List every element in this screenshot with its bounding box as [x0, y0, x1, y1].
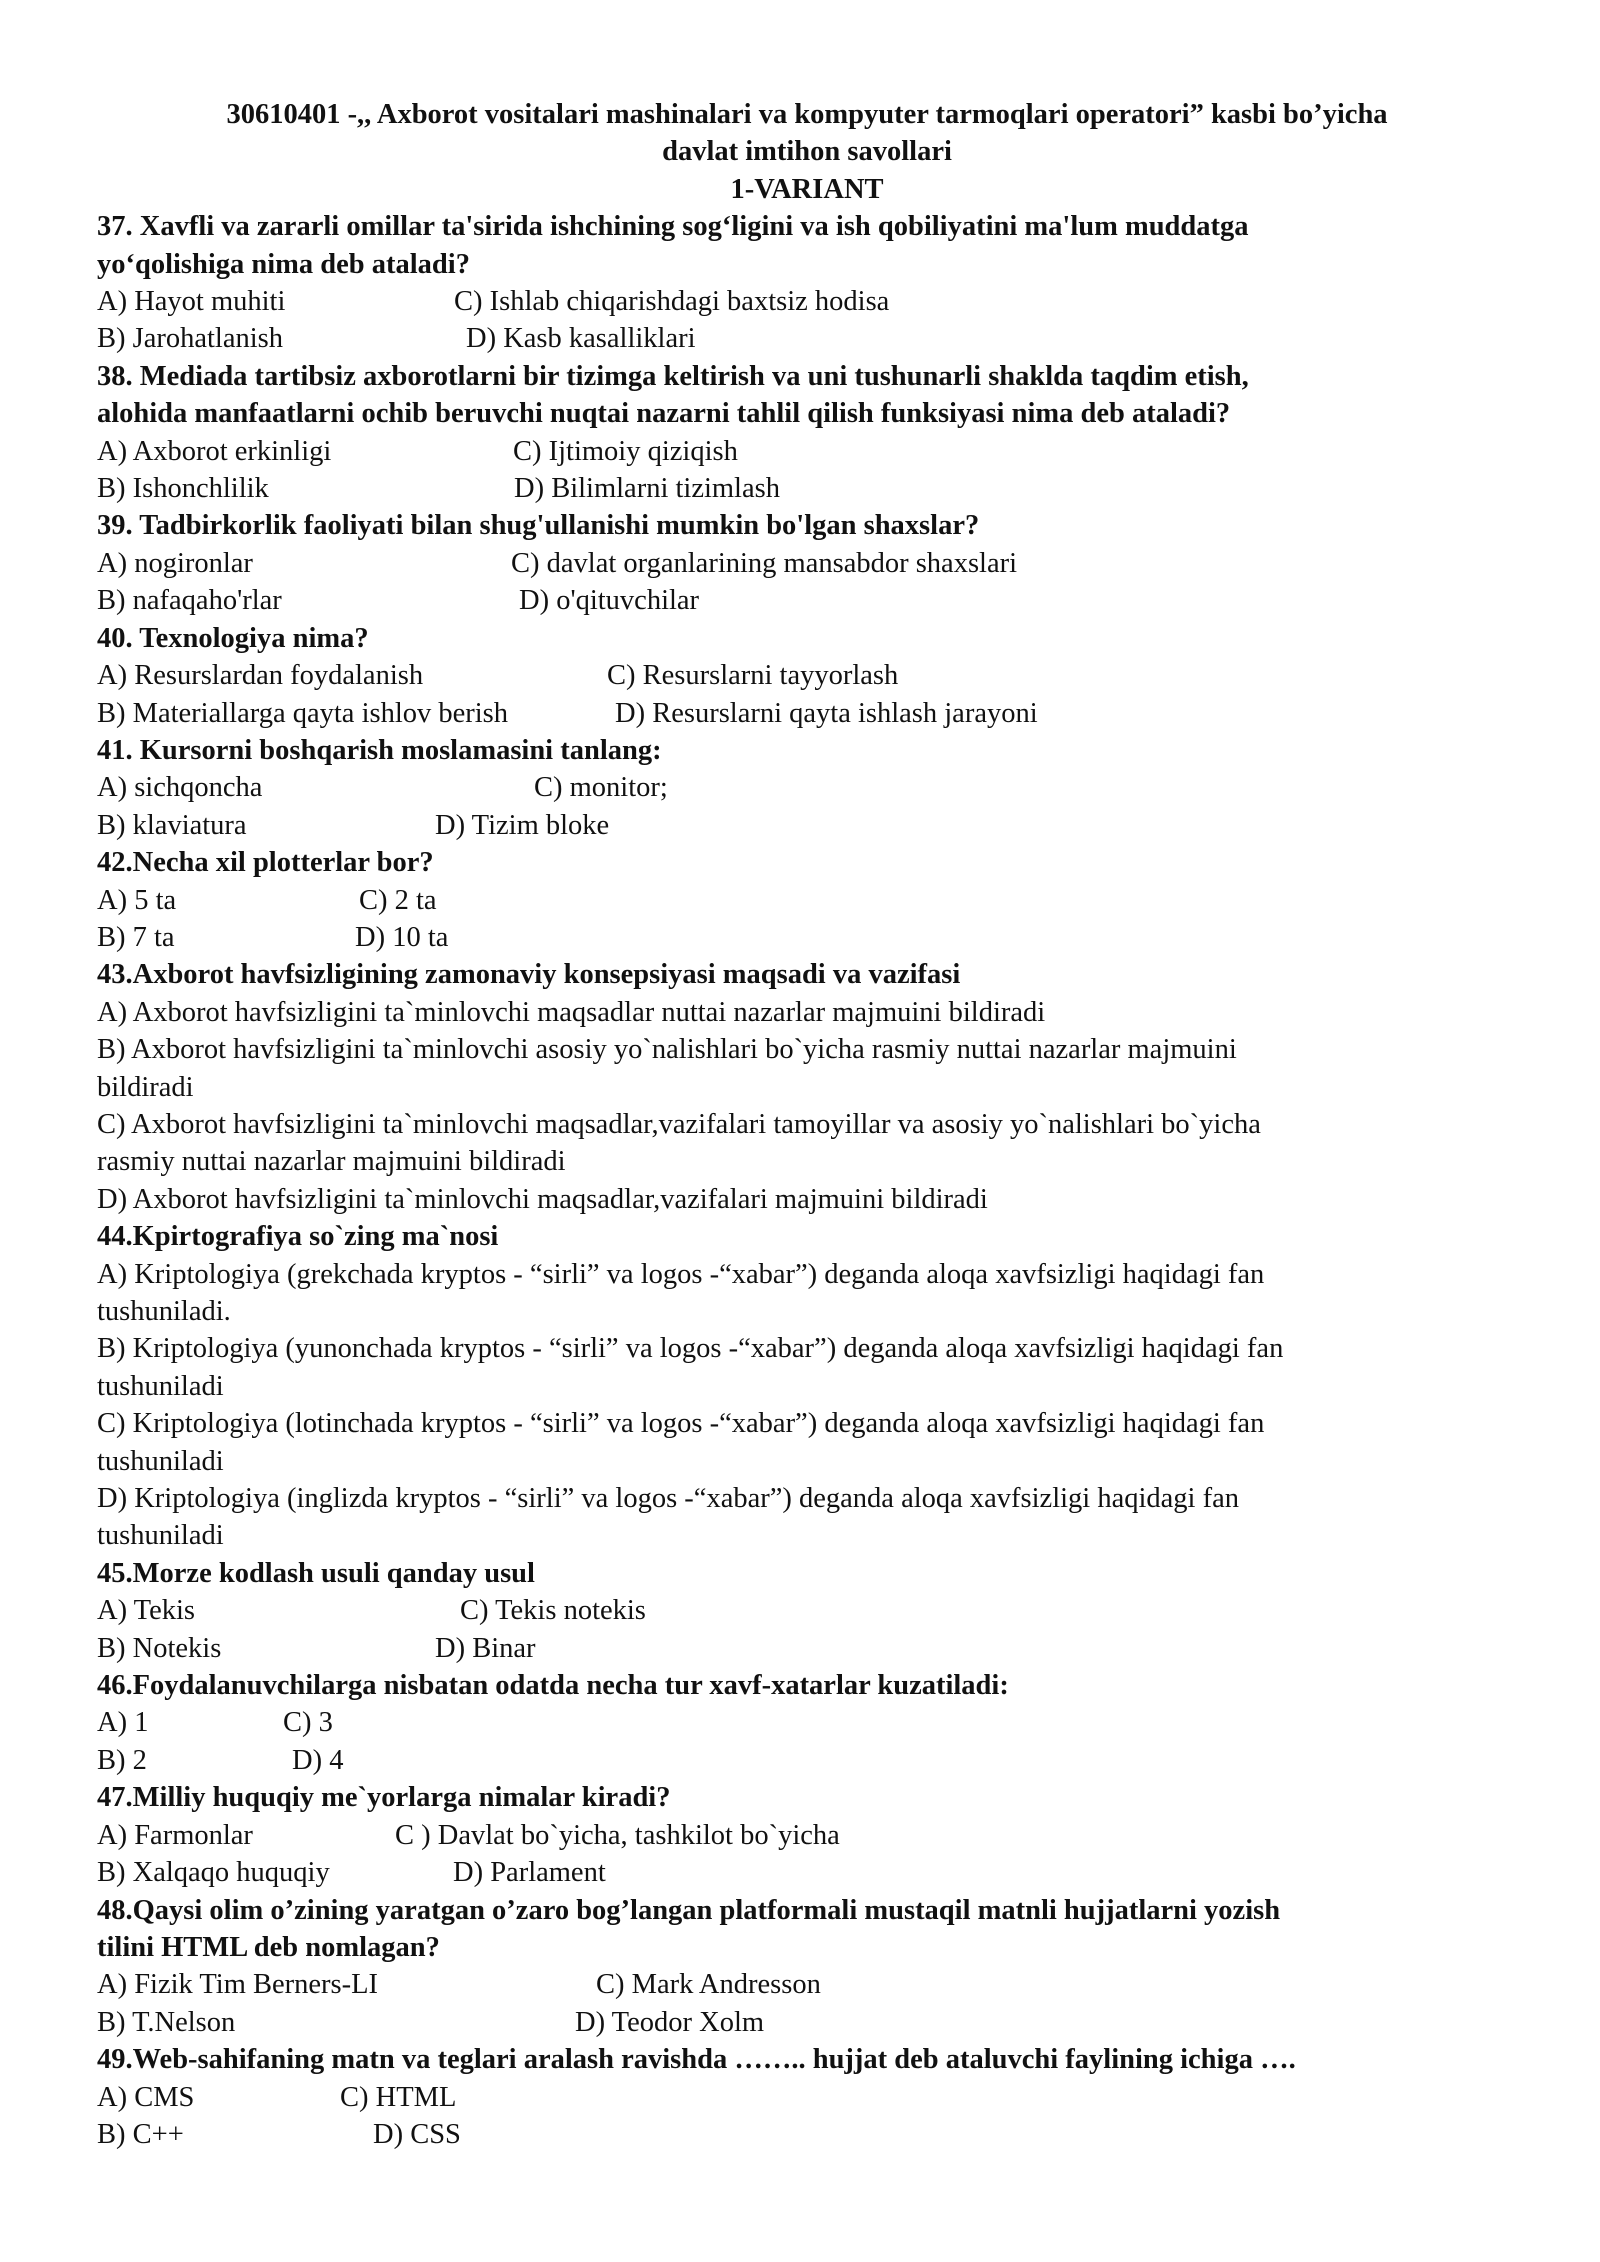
- question-41: [97, 732, 1517, 844]
- question-text: 46.Foydalanuvchilarga nisbatan odatda necha tur xavf-xatarlar kuzatiladi:: [97, 1670, 1009, 1702]
- option-b: B) Xalqaqo huquqiy: [97, 1857, 330, 1889]
- option-c: C) davlat organlarining mansabdor shaxslari: [511, 547, 1018, 579]
- option-d: D) Parlament: [453, 1857, 606, 1889]
- option-a: A) Axborot havfsizligini ta`minlovchi maqsadlar nuttai nazarlar majmuini bildiradi: [97, 996, 1046, 1028]
- option-d: D) Teodor Xolm: [575, 2006, 765, 2038]
- question-38: [97, 358, 1517, 508]
- option-c: C) Axborot havfsizligini ta`minlovchi maqsadlar,vazifalari tamoyillar va asosiy yo`nalishlari bo`yicha: [97, 1108, 1261, 1140]
- option-a: A) sichqoncha: [97, 772, 263, 804]
- option-b: B) C++: [97, 2118, 184, 2150]
- option-c: C) Ijtimoiy qiziqish: [513, 435, 738, 467]
- question-text: yo‘qolishiga nima deb ataladi?: [97, 248, 470, 280]
- question-44: [97, 1218, 1517, 1555]
- question-text: 45.Morze kodlash usuli qanday usul: [97, 1557, 535, 1589]
- option-c: C ) Davlat bo`yicha, tashkilot bo`yicha: [395, 1819, 840, 1851]
- option-c: C) Tekis notekis: [460, 1595, 646, 1627]
- option-a: A) Farmonlar: [97, 1819, 253, 1851]
- option-a: A) Fizik Tim Berners-LI: [97, 1969, 379, 2001]
- option-d-continued: tushuniladi: [97, 1520, 224, 1552]
- option-a: A) nogironlar: [97, 547, 253, 579]
- question-text: 47.Milliy huquqiy me`yorlarga nimalar kiradi?: [97, 1782, 671, 1814]
- question-text: tilini HTML deb nomlagan?: [97, 1931, 440, 1963]
- question-text: 41. Kursorni boshqarish moslamasini tanlang:: [97, 734, 662, 766]
- question-37: [97, 208, 1517, 358]
- question-text: 38. Mediada tartibsiz axborotlarni bir tizimga keltirish va uni tushunarli shaklda taqdim etish,: [97, 360, 1249, 392]
- option-b: B) Notekis: [97, 1632, 222, 1664]
- option-d: D) Kasb kasalliklari: [466, 323, 696, 355]
- option-b: B) 7 ta: [97, 921, 175, 953]
- question-text: alohida manfaatlarni ochib beruvchi nuqtai nazarni tahlil qilish funksiyasi nima deb ataladi?: [97, 398, 1231, 430]
- option-d: D) Kriptologiya (inglizda kryptos - “sirli” va logos -“xabar”) deganda aloqa xavfsizligi haqidagi fan: [97, 1483, 1239, 1515]
- option-c: C) 3: [283, 1707, 333, 1739]
- option-b: B) Kriptologiya (yunonchada kryptos - “sirli” va logos -“xabar”) deganda aloqa xavfsizligi haqidagi fan: [97, 1333, 1284, 1365]
- title-line-1: 30610401 -,, Axborot vositalari mashinalari va kompyuter tarmoqlari operatori” kasbi bo’yicha: [226, 99, 1388, 130]
- option-c-continued: tushuniladi: [97, 1445, 224, 1477]
- document-title: [97, 96, 1517, 208]
- question-43: [97, 956, 1517, 1218]
- option-a: A) Tekis: [97, 1595, 196, 1627]
- option-a: A) Kriptologiya (grekchada kryptos - “sirli” va logos -“xabar”) deganda aloqa xavfsizligi haqidagi fan: [97, 1258, 1265, 1290]
- option-d: D) Resurslarni qayta ishlash jarayoni: [615, 697, 1038, 729]
- option-d: D) CSS: [373, 2118, 461, 2150]
- question-text: 40. Texnologiya nima?: [97, 622, 369, 654]
- option-a: A) Axborot erkinligi: [97, 435, 332, 467]
- question-47: [97, 1779, 1517, 1891]
- option-d: D) 4: [292, 1744, 344, 1776]
- option-c: C) 2 ta: [359, 884, 437, 916]
- option-b: B) Jarohatlanish: [97, 323, 284, 355]
- question-49: [97, 2041, 1517, 2153]
- question-text: 48.Qaysi olim o’zining yaratgan o’zaro bog’langan platformali mustaqil matnli hujjatlarni yozish: [97, 1894, 1281, 1926]
- question-text: 49.Web-sahifaning matn va teglari aralash ravishda …….. hujjat deb ataluvchi faylining ichiga ….: [97, 2044, 1296, 2076]
- option-b: B) klaviatura: [97, 809, 247, 841]
- option-b: B) Axborot havfsizligini ta`minlovchi asosiy yo`nalishlari bo`yicha rasmiy nuttai nazarlar majmuini: [97, 1034, 1237, 1066]
- option-b: B) nafaqaho'rlar: [97, 585, 282, 617]
- option-b-continued: tushuniladi: [97, 1370, 224, 1402]
- exam-document: [97, 96, 1517, 2153]
- option-d: D) Bilimlarni tizimlash: [514, 473, 780, 505]
- option-a-continued: tushuniladi.: [97, 1296, 231, 1327]
- option-c: C) Kriptologiya (lotinchada kryptos - “sirli” va logos -“xabar”) deganda aloqa xavfsizligi haqidagi fan: [97, 1408, 1265, 1440]
- option-d: D) Axborot havfsizligini ta`minlovchi maqsadlar,vazifalari majmuini bildiradi: [97, 1183, 988, 1215]
- option-c: C) monitor;: [534, 772, 668, 804]
- question-46: [97, 1667, 1517, 1779]
- option-d: D) Tizim bloke: [435, 809, 610, 841]
- option-c: C) Mark Andresson: [596, 1969, 821, 2001]
- option-a: A) Hayot muhiti: [97, 286, 286, 318]
- question-40: [97, 620, 1517, 732]
- option-b: B) Ishonchlilik: [97, 473, 269, 505]
- question-45: [97, 1555, 1517, 1667]
- question-text: 44.Kpirtografiya so`zing ma`nosi: [97, 1221, 499, 1253]
- question-text: 39. Tadbirkorlik faoliyati bilan shug'ullanishi mumkin bo'lgan shaxslar?: [97, 510, 980, 542]
- option-c: C) Ishlab chiqarishdagi baxtsiz hodisa: [454, 286, 890, 318]
- option-c-continued: rasmiy nuttai nazarlar majmuini bildiradi: [97, 1146, 566, 1178]
- option-a: A) 1: [97, 1707, 149, 1739]
- option-b-continued: bildiradi: [97, 1071, 194, 1103]
- option-a: A) CMS: [97, 2081, 195, 2113]
- variant-label: 1-VARIANT: [730, 173, 884, 205]
- option-b: B) 2: [97, 1744, 147, 1776]
- title-line-2: davlat imtihon savollari: [662, 136, 952, 168]
- question-text: 37. Xavfli va zararli omillar ta'sirida ishchining sog‘ligini va ish qobiliyatini ma'lum muddatga: [97, 211, 1249, 243]
- option-c: C) HTML: [340, 2081, 457, 2113]
- option-c: C) Resurslarni tayyorlash: [607, 660, 899, 692]
- question-42: [97, 844, 1517, 956]
- question-48: [97, 1892, 1517, 2042]
- option-a: A) Resurslardan foydalanish: [97, 660, 424, 692]
- option-b: B) Materiallarga qayta ishlov berish: [97, 697, 509, 729]
- option-d: D) 10 ta: [355, 921, 449, 953]
- question-39: [97, 507, 1517, 619]
- option-b: B) T.Nelson: [97, 2006, 236, 2038]
- question-text: 42.Necha xil plotterlar bor?: [97, 847, 434, 879]
- option-d: D) Binar: [435, 1632, 536, 1664]
- option-d: D) o'qituvchilar: [519, 585, 700, 617]
- question-text: 43.Axborot havfsizligining zamonaviy konsepsiyasi maqsadi va vazifasi: [97, 959, 961, 991]
- option-a: A) 5 ta: [97, 884, 177, 916]
